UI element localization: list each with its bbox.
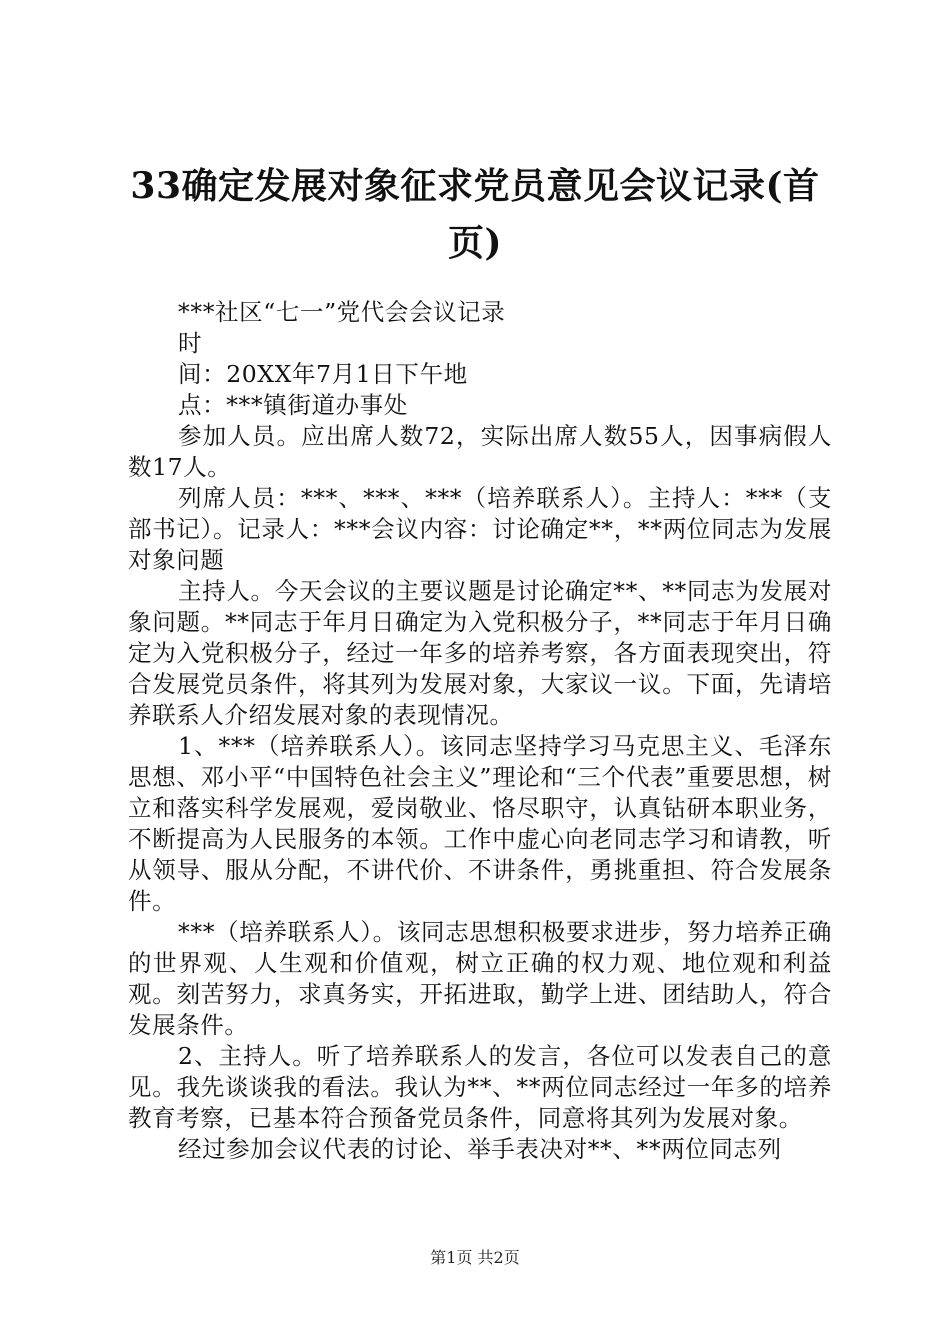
contact-report-1-paragraph: 1、***（培养联系人）。该同志坚持学习马克思主义、毛泽东思想、邓小平“中国特色社会主义”理论和“三个代表”重要思想，树立和落实科学发展观，爱岗敬业、恪尽职守，认真钻研本职业务，不断提高为人民服务的本领。工作中虚心向老同志学习和请教，听从领导、服从分配，不讲代价、不讲条件，勇挑重担、符合发展条件。 <box>128 732 832 915</box>
observers-paragraph: 列席人员：***、***、***（培养联系人）。主持人：***（支部书记）。记录人：***会议内容：讨论确定**，**两位同志为发展对象问题 <box>128 484 832 574</box>
document-title: 33确定发展对象征求党员意见会议记录(首页) <box>130 165 820 264</box>
contact-report-2-paragraph: ***（培养联系人）。该同志思想积极要求进步，努力培养正确的世界观、人生观和价值观，树立正确的权力观、地位观和利益观。刻苦努力，求真务实，开拓进取，勤学上进、团结助人，符合发展条件。 <box>128 918 832 1039</box>
location-line: 点：***镇街道办事处 <box>178 391 408 419</box>
time-value-line: 间：20XX年7月1日下午地 <box>178 360 468 388</box>
vote-paragraph: 经过参加会议代表的讨论、举手表决对**、**两位同志列 <box>178 1135 782 1163</box>
attendees-paragraph: 参加人员。应出席人数72，实际出席人数55人，因事病假人数17人。 <box>128 422 832 481</box>
host-opinion-paragraph: 2、主持人。听了培养联系人的发言，各位可以发表自己的意见。我先谈谈我的看法。我认为**、**两位同志经过一年多的培养教育考察，已基本符合预备党员条件，同意将其列为发展对象。 <box>128 1042 832 1132</box>
host-opening-paragraph: 主持人。今天会议的主要议题是讨论确定**、**同志为发展对象问题。**同志于年月日确定为入党积极分子，**同志于年月日确定为入党积极分子，经过一年多的培养考察，各方面表现突出，符合发展党员条件，将其列为发展对象，大家议一议。下面，先请培养联系人介绍发展对象的表现情况。 <box>128 577 832 729</box>
time-label-line: 时 <box>178 329 203 357</box>
meeting-heading: ***社区“七一”党代会会议记录 <box>178 298 506 326</box>
document-body <box>128 297 832 1165</box>
page-indicator: 第1页 共2页 <box>430 1248 520 1267</box>
